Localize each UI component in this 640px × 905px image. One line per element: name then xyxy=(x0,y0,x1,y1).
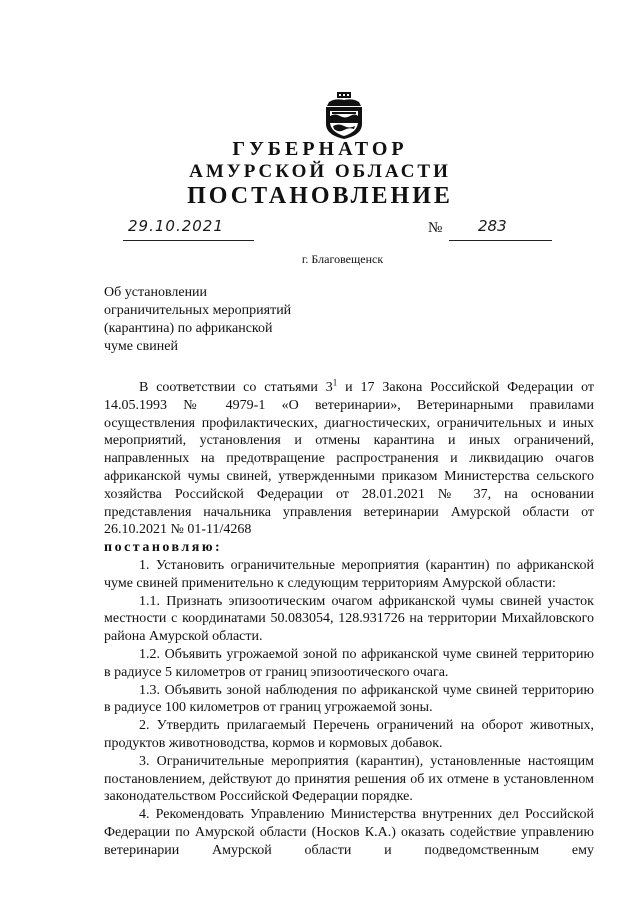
paragraph-1-2: 1.2. Объявить угрожаемой зоной по африканской чуме свиней территорию в радиусе 5 километров от границ эпизоотического очага. xyxy=(104,646,594,680)
preamble-rest: и 17 Закона Российской Федерации от 14.05.1993 № 4979-1 «О ветеринарии», Ветеринарными правилами осуществления профилактических, диагностических, ограничительных и иных мероприятий, установления и отмены карантина и иных ограничений, направленных на предотвращение распространения и ликвидацию очагов африканской чумы свиней, утвержденными приказом Министерства сельского хозяйства Российской Федерации от 28.01.2021 № 37, на основании представления начальника управления ветеринарии Амурской области от 26.10.2021 № 01-11/4268 xyxy=(104,380,595,538)
resolve-word: постановляю: xyxy=(104,540,223,556)
paragraph-1-3: 1.3. Объявить зоной наблюдения по африканской чуме свиней территорию в радиусе 100 километров от границ угрожаемой зоны. xyxy=(104,682,594,716)
authority-title: ГУБЕРНАТОР xyxy=(232,138,408,160)
coat-of-arms-emblem xyxy=(323,92,365,140)
document-type-title: ПОСТАНОВЛЕНИЕ xyxy=(187,183,453,209)
subject-block xyxy=(104,284,291,356)
preamble-paragraph xyxy=(104,379,594,539)
paragraph-1: 1. Установить ограничительные мероприятия (карантин) по африканской чуме свиней применительно к следующим территориям Амурской области: xyxy=(104,557,594,591)
city-line: г. Благовещенск xyxy=(301,252,384,266)
document-date: 29.10.2021 xyxy=(128,217,224,235)
document-body xyxy=(104,379,594,860)
paragraph-2: 2. Утвердить прилагаемый Перечень ограничений на оборот животных, продуктов животноводства, кормов и кормовых добавок. xyxy=(104,718,594,751)
subject-line: Об установлении xyxy=(104,285,208,300)
preamble-start: В соответствии со статьями 3 xyxy=(139,380,333,395)
region-title: АМУРСКОЙ ОБЛАСТИ xyxy=(189,161,451,182)
paragraph-3: 3. Ограничительные мероприятия (карантин), установленные настоящим постановлением, действуют до принятия решения об их отмене в установленном законодательством Российской Федерации порядке. xyxy=(104,753,594,805)
article-superscript: 1 xyxy=(332,377,338,388)
subject-line: ограничительных мероприятий xyxy=(104,303,292,318)
number-label: № xyxy=(428,220,443,236)
document-number: 283 xyxy=(478,217,507,235)
subject-line: чуме свиней xyxy=(104,339,178,354)
paragraph-1-1: 1.1. Признать эпизоотическим очагом африканской чумы свиней участок местности с координатами 50.083054, 128.931726 на территории Михайловского района Амурской области. xyxy=(104,593,594,645)
paragraph-4: 4. Рекомендовать Управлению Министерства внутренних дел Российской Федерации по Амурской области (Носков К.А.) оказать содействие управлению ветеринарии Амурской области и подведомственным ему xyxy=(104,807,594,858)
subject-line: (карантина) по африканской xyxy=(104,321,273,336)
